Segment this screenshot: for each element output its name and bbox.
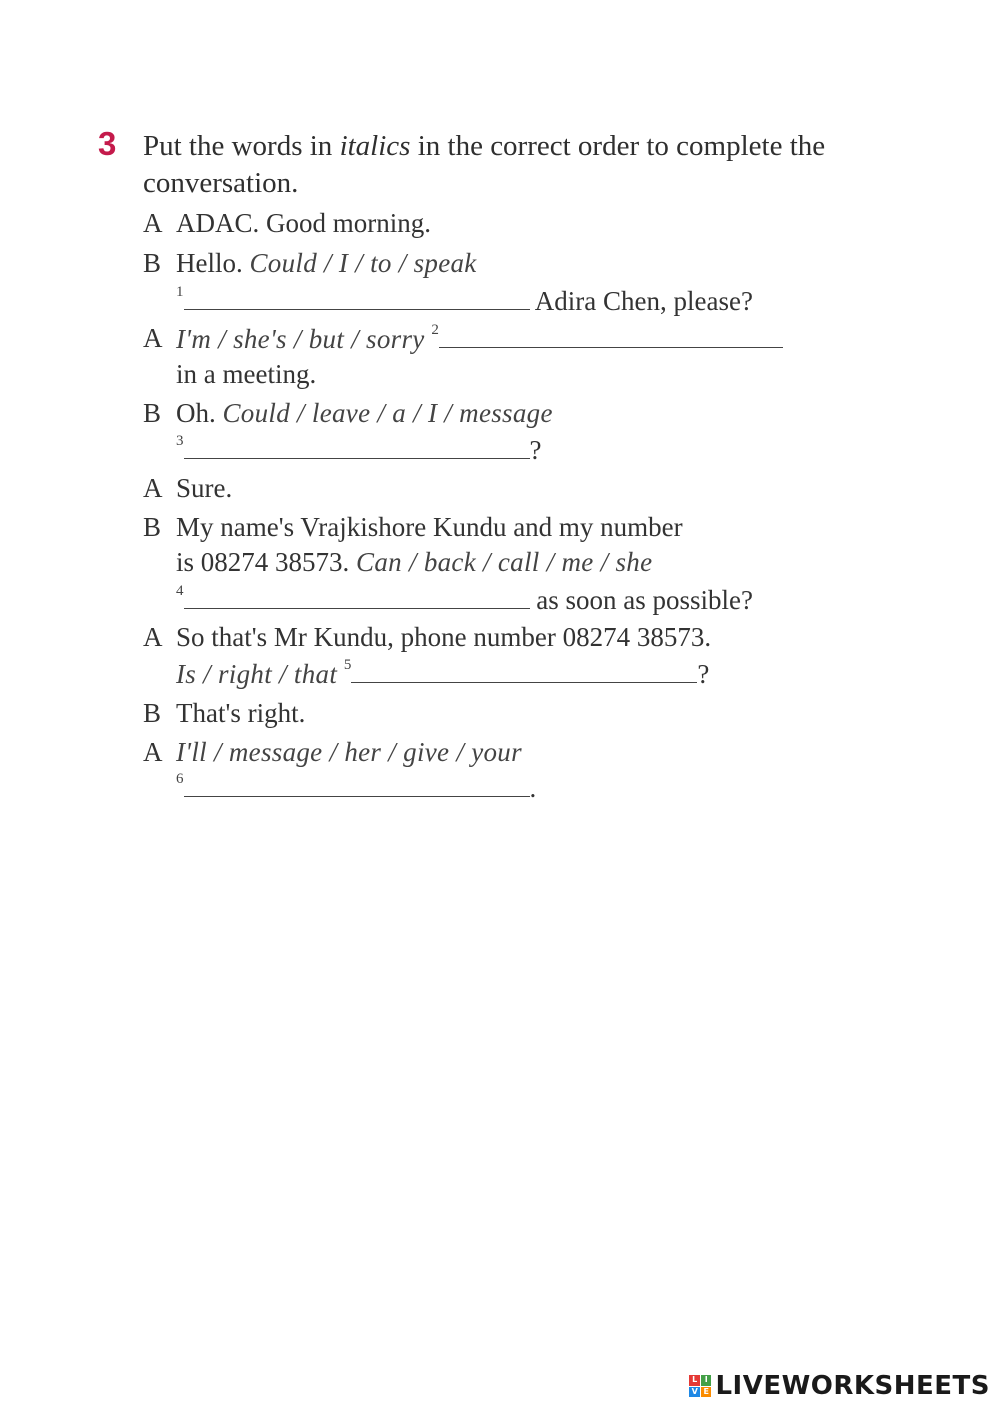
dialogue-text <box>176 735 522 769</box>
liveworksheets-logo <box>689 1371 990 1401</box>
dialogue-line-3b <box>0 357 1000 391</box>
answer-row <box>176 283 753 318</box>
answer-blank-3[interactable] <box>184 432 530 459</box>
dialogue-text <box>176 396 553 430</box>
after-blank: ? <box>697 659 710 689</box>
jumbled-words: Can / back / call / me / she <box>356 547 653 577</box>
instruction-italic: italics <box>339 130 411 162</box>
jumbled-words: Could / I / to / speak <box>249 248 477 278</box>
dialogue-line-5 <box>0 471 1000 505</box>
dialogue-line-8 <box>0 696 1000 730</box>
answer-blank-4[interactable] <box>184 582 530 609</box>
answer-row <box>176 582 753 617</box>
dialogue-text: ADAC. Good morning. <box>176 208 431 238</box>
dialogue-plain: Oh. <box>176 398 216 428</box>
dialogue-text <box>176 545 652 579</box>
speaker-label: A <box>143 323 163 353</box>
speaker-label: A <box>143 208 163 238</box>
instruction-part-2: in the correct order to complete the conversation. <box>143 130 826 199</box>
logo-letter: V <box>689 1387 700 1398</box>
answer-row <box>176 656 709 691</box>
answer-blank-2[interactable] <box>439 321 783 348</box>
speaker-label: B <box>143 512 162 542</box>
dialogue-plain: is 08274 38573. <box>176 547 350 577</box>
speaker-label: B <box>143 248 162 278</box>
speaker-label: B <box>143 398 162 428</box>
brand-name: LIVEWORKSHEETS <box>715 1371 990 1401</box>
gap-number: 1 <box>176 284 184 300</box>
answer-blank-1[interactable] <box>184 283 530 310</box>
answer-blank-6[interactable] <box>184 770 530 797</box>
dialogue-line-9b <box>0 770 1000 804</box>
dialogue-text: Sure. <box>176 473 233 503</box>
jumbled-words: Is / right / that <box>176 659 338 689</box>
jumbled-words: I'll / message / her / give / your <box>176 737 522 767</box>
dialogue-line-2b <box>0 283 1000 317</box>
exercise-number: 3 <box>98 125 117 162</box>
dialogue-line-1 <box>0 206 1000 240</box>
gap-number: 3 <box>176 433 184 449</box>
dialogue-line-6c <box>0 582 1000 616</box>
answer-blank-5[interactable] <box>351 656 697 683</box>
instruction <box>143 128 843 202</box>
dialogue-line-4 <box>0 396 1000 430</box>
logo-letter: I <box>701 1375 712 1386</box>
dialogue-text: So that's Mr Kundu, phone number 08274 38573. <box>176 622 712 652</box>
dialogue-line-3 <box>0 321 1000 355</box>
instruction-part-1: Put the words in <box>143 130 333 162</box>
after-blank: as soon as possible? <box>536 585 753 615</box>
dialogue-line-2 <box>0 246 1000 280</box>
jumbled-words: Could / leave / a / I / message <box>222 398 553 428</box>
logo-letter: L <box>689 1375 700 1386</box>
dialogue-plain: Hello. <box>176 248 243 278</box>
dialogue-text: That's right. <box>176 698 306 728</box>
dialogue-line-6 <box>0 510 1000 544</box>
dialogue-line-4b <box>0 432 1000 466</box>
dialogue-text <box>176 321 783 356</box>
speaker-label: A <box>143 622 163 652</box>
answer-row <box>176 432 541 467</box>
dialogue-text <box>176 246 477 280</box>
jumbled-words: I'm / she's / but / sorry <box>176 324 425 354</box>
dialogue-text: My name's Vrajkishore Kundu and my number <box>176 512 683 542</box>
logo-letter: E <box>701 1387 712 1398</box>
logo-icon <box>689 1375 711 1397</box>
gap-number: 4 <box>176 583 184 599</box>
dialogue-line-7 <box>0 620 1000 654</box>
dialogue-line-6b <box>0 545 1000 579</box>
dialogue-line-7b <box>0 656 1000 690</box>
after-blank: ? <box>529 435 542 465</box>
after-blank: Adira Chen, please? <box>534 286 753 316</box>
speaker-label: A <box>143 473 163 503</box>
after-blank: . <box>529 773 537 803</box>
dialogue-line-9 <box>0 735 1000 769</box>
speaker-label: A <box>143 737 163 767</box>
gap-number: 6 <box>176 771 184 787</box>
gap-number: 5 <box>343 657 352 673</box>
speaker-label: B <box>143 698 162 728</box>
gap-number: 2 <box>431 322 439 338</box>
answer-row <box>176 770 536 805</box>
after-blank: in a meeting. <box>176 359 317 389</box>
